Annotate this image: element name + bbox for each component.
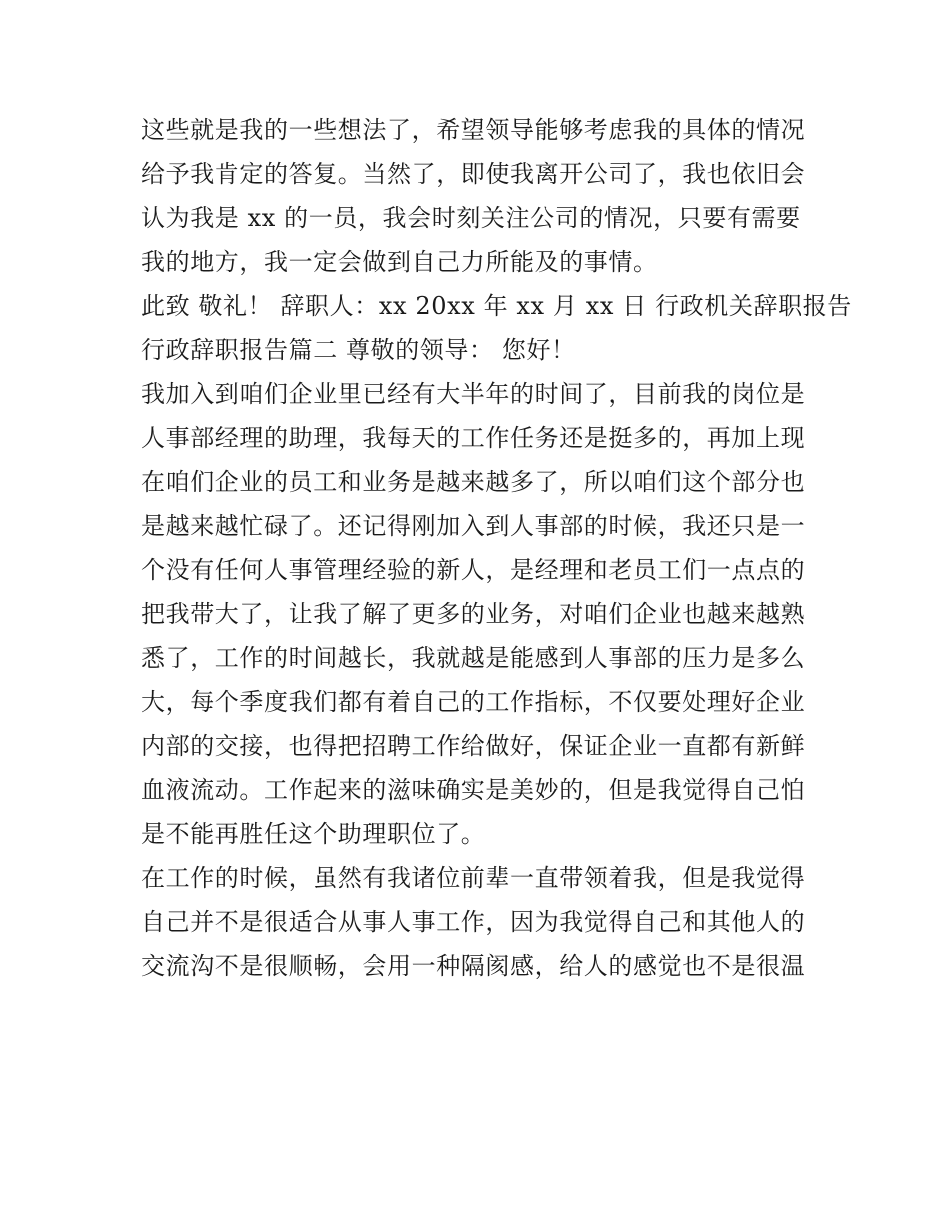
text-line: 是不能再胜任这个助理职位了。 — [141, 820, 486, 848]
text-line: 是越来越忙碌了。还记得刚加入到人事部的时候，我还只是一 — [141, 512, 806, 540]
text-line: 交流沟不是很顺畅，会用一种隔阂感，给人的感觉也不是很温 — [141, 952, 806, 980]
paragraph-work-experience — [141, 372, 821, 856]
text-line: 血液流动。工作起来的滋味确实是美妙的，但是我觉得自己怕 — [141, 776, 806, 804]
text-line: 内部的交接，也得把招聘工作给做好，保证企业一直都有新鲜 — [141, 732, 806, 760]
paragraph-signature-heading — [141, 284, 852, 372]
text-line: 悉了，工作的时间越长，我就越是能感到人事部的压力是多么 — [141, 644, 806, 672]
text-line: 此致 敬礼！ 辞职人：xx 20xx 年 xx 月 xx 日 行政机关辞职报告 — [141, 292, 852, 320]
paragraph-suitability — [141, 856, 821, 988]
text-line: 行政辞职报告篇二 尊敬的领导： 您好！ — [141, 336, 576, 364]
text-line: 在咱们企业的员工和业务是越来越多了，所以咱们这个部分也 — [141, 468, 806, 496]
text-line: 个没有任何人事管理经验的新人，是经理和老员工们一点点的 — [141, 556, 806, 584]
text-line: 把我带大了，让我了解了更多的业务，对咱们企业也越来越熟 — [141, 600, 806, 628]
document-body — [141, 108, 852, 988]
text-line: 我加入到咱们企业里已经有大半年的时间了，目前我的岗位是 — [141, 380, 806, 408]
text-line: 我的地方，我一定会做到自己力所能及的事情。 — [141, 248, 658, 276]
text-line: 在工作的时候，虽然有我诸位前辈一直带领着我，但是我觉得 — [141, 864, 806, 892]
text-line: 给予我肯定的答复。当然了，即使我离开公司了，我也依旧会 — [141, 160, 806, 188]
text-line: 认为我是 xx 的一员，我会时刻关注公司的情况，只要有需要 — [141, 204, 801, 232]
text-line: 这些就是我的一些想法了，希望领导能够考虑我的具体的情况 — [141, 116, 806, 144]
text-line: 人事部经理的助理，我每天的工作任务还是挺多的，再加上现 — [141, 424, 806, 452]
text-line: 自己并不是很适合从事人事工作，因为我觉得自己和其他人的 — [141, 908, 806, 936]
paragraph-closing-thoughts — [141, 108, 821, 284]
text-line: 大，每个季度我们都有着自己的工作指标，不仅要处理好企业 — [141, 688, 806, 716]
